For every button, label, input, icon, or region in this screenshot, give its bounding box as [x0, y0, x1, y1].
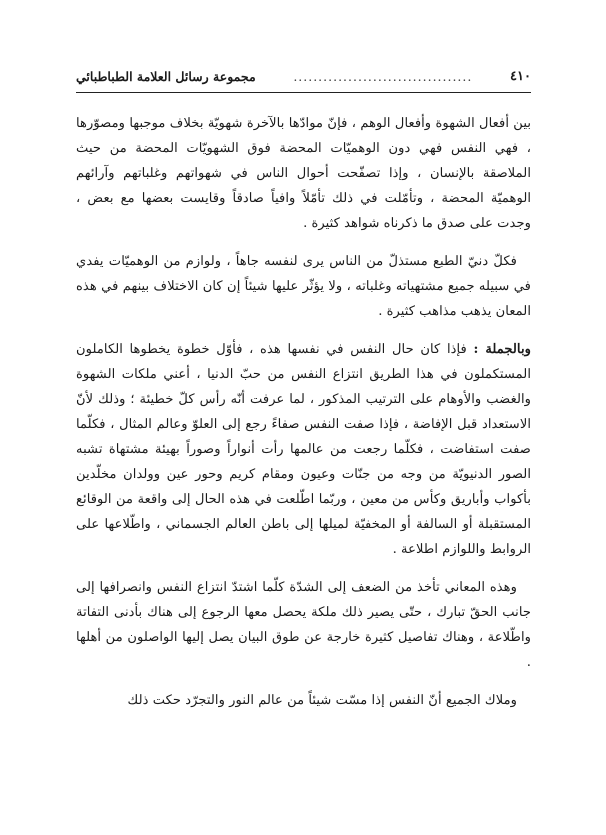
paragraph-text: فكلّ دنيّ الطبع مستذلّ من الناس يرى لنفسه جاهاً ، ولوازم من الوهميّات يفدي في سبيله جميع مشتهياته وغلباته ، ولا يؤثّر عليها شيئاً إن كان الاختلاف بينهم في هذه المعان يذهب مذاهب كثيرة .: [76, 254, 531, 319]
book-page: [76, 62, 531, 822]
paragraph-text: فإذا كان حال النفس في نفسها هذه ، فأوّل خطوة يخطوها الكاملون المستكملون في هذا الطريق انتزاع النفس من حبّ الدنيا ، أعني ملكات الشهوة والغضب والأوهام على الترتيب المذكور ، لما عرفت أنّه رأس كلّ خطيئة ؛ وذلك لأنّ الاستعداد قبل الإفاضة ، فإذا صفت النفس صفاءً رجع إلى العلوّ وعالم المثال ، فكلّما صفت استفاضت ، فكلّما رجعت من عالمها رأت أنواراً وصوراً بهيئة مشتهاة تشبه الصور الدنيويّة من وجه من جنّات وعيون ومقام كريم وحور عين وولدان مخلّدين بأكواب وأباريق وكأس من معين ، وربّما اطّلعت في هذه الحال إلى واقعة من الوقائع المستقبلة أو السالفة أو المخفيّة لميلها إلى باطن العالم الجسماني ، واطّلاعها على الروابط واللوازم اطلاعة .: [76, 342, 531, 557]
header-dot-leader: ....................................: [293, 68, 473, 84]
paragraph-text: وملاك الجميع أنّ النفس إذا مسّت شيئاً من عالم النور والتجرّد حكت ذلك: [127, 693, 517, 708]
paragraph-5: [76, 688, 531, 713]
paragraph-text: وهذه المعاني تأخذ من الضعف إلى الشدّة كلّما اشتدّ انتزاع النفس وانصرافها إلى جانب الحقّ تبارك ، حتّى يصير ذلك ملكة يحصل معها الرجوع إلى هناك بأدنى التفاتة واطّلاعة ، وهناك تفاصيل كثيرة خارجة عن طوق البيان يصل إليها الواصلون من أهلها .: [76, 580, 531, 670]
paragraph-text: بين أفعال الشهوة وأفعال الوهم ، فإنّ موادّها بالآخرة شهويّة بخلاف موجبها ومصوّرها ، فهي النفس فهي دون الوهميّات المحضة فوق الشهويّات المحضة من حيث الملاصقة بالإنسان ، وإذا تصفّحت أحوال الناس في شهواتهم وغلباتهم وآرائهم الوهميّة المحضة ، وتأمّلت في ذلك تأمّلاً وافياً صادقاً وقايست بعضها مع بعض ، وجدت على صدق ما ذكرناه شواهد كثيرة .: [76, 116, 531, 231]
paragraph-2: [76, 249, 531, 324]
paragraph-1: [76, 111, 531, 236]
paragraph-lead: وبالجملة :: [473, 342, 531, 357]
page-number: ٤١٠: [510, 68, 531, 84]
paragraph-3: [76, 337, 531, 562]
running-header: [76, 62, 531, 93]
page-body: [76, 111, 531, 713]
paragraph-4: [76, 575, 531, 675]
book-title: مجموعة رسائل العلامة الطباطبائي: [76, 68, 256, 84]
